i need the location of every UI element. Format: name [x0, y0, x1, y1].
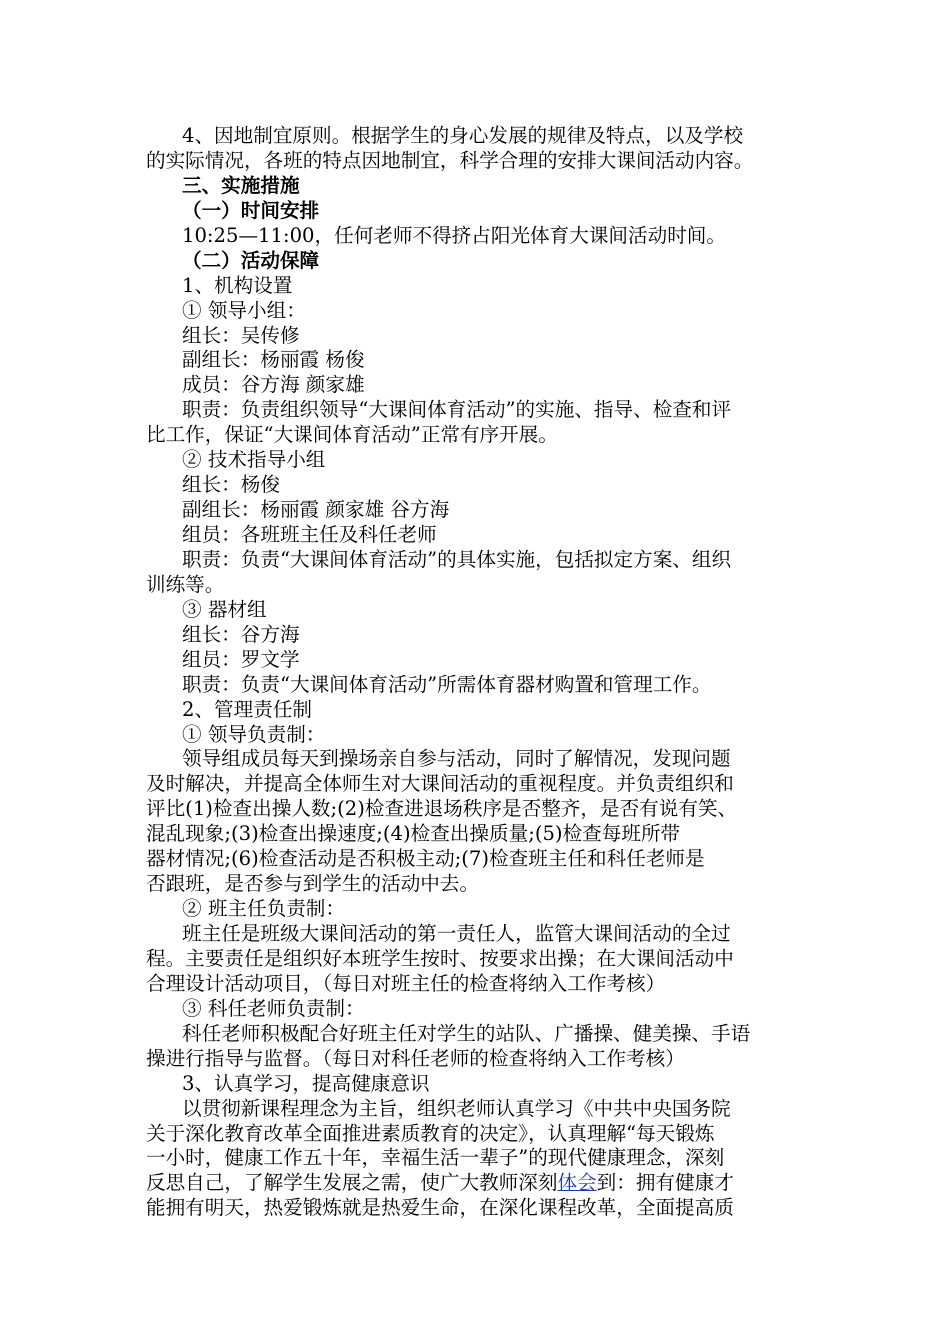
text-line: 3、认真学习，提高健康意识 — [182, 1071, 430, 1095]
text-line: 组长：吴传修 — [182, 323, 300, 347]
text-line: 比工作，保证“大课间体育活动”正常有序开展。 — [146, 423, 558, 447]
text-line: 评比(1)检查出操人数;(2)检查进退场秩序是否整齐，是否有说有笑、 — [146, 797, 738, 821]
text-line: ① 领导负责制： — [182, 722, 326, 746]
text-line: 领导组成员每天到操场亲自参与活动，同时了解情况，发现问题 — [182, 747, 731, 771]
text-line: 以贯彻新课程理念为主旨，组织老师认真学习《中共中央国务院 — [182, 1096, 731, 1120]
text-line: 训练等。 — [146, 572, 225, 596]
text-line: 职责：负责“大课间体育活动”的具体实施，包括拟定方案、组织 — [182, 547, 732, 571]
text-line: 程。主要责任是组织好本班学生按时、按要求出操；在大课间活动中 — [146, 946, 734, 970]
text-line: 操进行指导与监督。（每日对科任老师的检查将纳入工作考核） — [146, 1046, 685, 1070]
text-line — [146, 1171, 810, 1196]
text-line: 10:25—11:00，任何老师不得挤占阳光体育大课间活动时间。 — [182, 223, 726, 247]
text-line: 器材情况;(6)检查活动是否积极主动;(7)检查班主任和科任老师是 — [146, 847, 705, 871]
text-line: 一小时，健康工作五十年，幸福生活一辈子”的现代健康理念，深刻 — [146, 1146, 725, 1170]
text-line: 职责：负责“大课间体育活动”所需体育器材购置和管理工作。 — [182, 672, 712, 696]
document-body — [146, 124, 810, 1221]
section-heading: （一）时间安排 — [182, 198, 320, 222]
text-line: 组员：各班班主任及科任老师 — [182, 523, 437, 546]
text-line: 合理设计活动项目，（每日对班主任的检查将纳入工作考核） — [146, 971, 666, 995]
text-line: 成员：谷方海 颜家雄 — [182, 373, 365, 397]
text-line: 职责：负责组织领导“大课间体育活动”的实施、指导、检查和评 — [182, 398, 732, 422]
text-segment: 反思自己，了解学生发展之需，使广大教师深刻 — [146, 1171, 558, 1195]
text-line: 组长：谷方海 — [182, 622, 300, 646]
section-heading: 三、实施措施 — [182, 173, 300, 197]
text-line: ② 班主任负责制： — [182, 897, 345, 921]
text-line: ① 领导小组： — [182, 298, 306, 322]
text-line: ③ 器材组 — [182, 597, 267, 621]
text-segment: 到：拥有健康才 — [596, 1171, 734, 1195]
text-line: 2、管理责任制 — [182, 697, 313, 721]
text-line: 及时解决，并提高全体师生对大课间活动的重视程度。并负责组织和 — [146, 772, 734, 796]
hyperlink[interactable]: 体会 — [557, 1171, 597, 1195]
text-line: 的实际情况，各班的特点因地制宜，科学合理的安排大课间活动内容。 — [146, 148, 754, 172]
text-line: 班主任是班级大课间活动的第一责任人，监管大课间活动的全过 — [182, 922, 731, 945]
text-line: 组长：杨俊 — [182, 473, 280, 497]
text-line: 1、机构设置 — [182, 273, 293, 297]
text-line: 否跟班，是否参与到学生的活动中去。 — [146, 872, 480, 896]
text-line: 副组长：杨丽霞 杨俊 — [182, 348, 365, 372]
text-line: 4、因地制宜原则。根据学生的身心发展的规律及特点，以及学校 — [182, 124, 744, 147]
text-line: 科任老师积极配合好班主任对学生的站队、广播操、健美操、手语 — [182, 1021, 751, 1045]
text-line: 关于深化教育改革全面推进素质教育的决定》，认真理解“每天锻炼 — [146, 1121, 715, 1145]
section-heading: （二）活动保障 — [182, 248, 320, 272]
text-line: 副组长：杨丽霞 颜家雄 谷方海 — [182, 498, 450, 522]
text-line: 能拥有明天，热爱锻炼就是热爱生命，在深化课程改革，全面提高质 — [146, 1196, 734, 1220]
text-line: ② 技术指导小组 — [182, 448, 326, 472]
text-line: 组员：罗文学 — [182, 647, 300, 671]
text-line: 混乱现象;(3)检查出操速度;(4)检查出操质量;(5)检查每班所带 — [146, 822, 681, 846]
text-line: ③ 科任老师负责制： — [182, 996, 365, 1020]
